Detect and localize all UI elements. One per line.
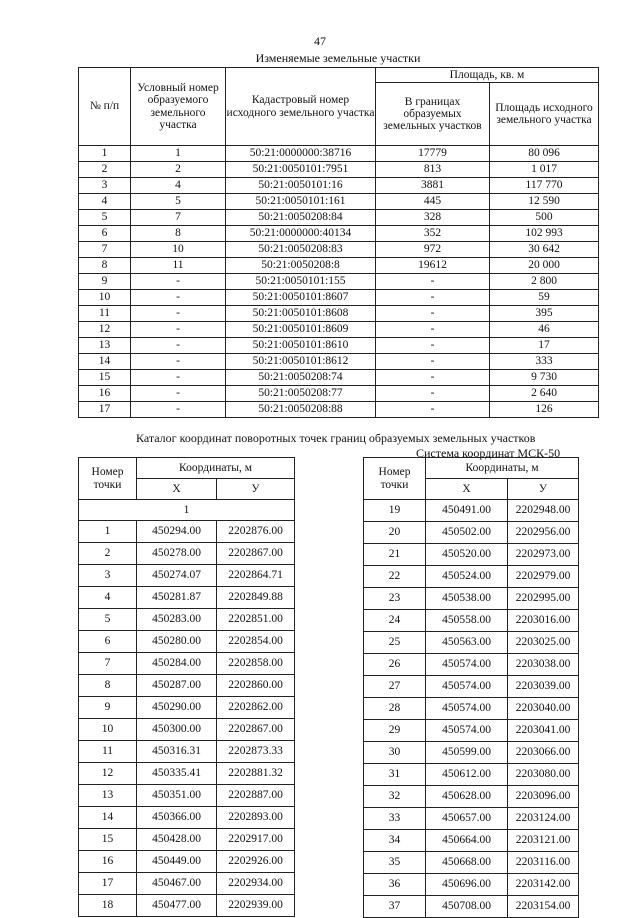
row-number-cell: 8 [79, 258, 131, 274]
y-coord-cell: 2203038.00 [508, 654, 579, 676]
cond-number-cell: - [131, 402, 226, 418]
table-row [79, 587, 295, 609]
table-row [364, 808, 579, 830]
table-row [79, 653, 295, 675]
point-number-cell: 35 [364, 852, 426, 874]
x-coord-cell: 450574.00 [426, 698, 508, 720]
row-number-cell: 11 [79, 306, 131, 322]
y-coord-cell: 2203025.00 [508, 632, 579, 654]
point-number-cell: 8 [79, 675, 137, 697]
y-coord-cell: 2203154.00 [508, 896, 579, 918]
area-in-bounds-cell: - [376, 322, 490, 338]
x-coord-cell: 450520.00 [426, 544, 508, 566]
header-y: У [508, 479, 579, 500]
header-coords: Координаты, м [426, 458, 579, 479]
table-row [79, 785, 295, 807]
x-coord-cell: 450428.00 [137, 829, 217, 851]
header-point: Номер точки [79, 458, 137, 500]
y-coord-cell: 2203080.00 [508, 764, 579, 786]
table-row [79, 274, 599, 290]
x-coord-cell: 450294.00 [137, 521, 217, 543]
x-coord-cell: 450574.00 [426, 676, 508, 698]
header-x: Х [426, 479, 508, 500]
row-number-cell: 7 [79, 242, 131, 258]
row-number-cell: 15 [79, 370, 131, 386]
point-number-cell: 34 [364, 830, 426, 852]
table-row [79, 386, 599, 402]
x-coord-cell: 450657.00 [426, 808, 508, 830]
y-coord-cell: 2203041.00 [508, 720, 579, 742]
point-number-cell: 20 [364, 522, 426, 544]
point-number-cell: 22 [364, 566, 426, 588]
point-number-cell: 5 [79, 609, 137, 631]
x-coord-cell: 450477.00 [137, 895, 217, 917]
header-y: У [217, 479, 295, 500]
x-coord-cell: 450300.00 [137, 719, 217, 741]
point-number-cell: 9 [79, 697, 137, 719]
x-coord-cell: 450449.00 [137, 851, 217, 873]
y-coord-cell: 2203016.00 [508, 610, 579, 632]
y-coord-cell: 2202867.00 [217, 543, 295, 565]
table-row [79, 807, 295, 829]
point-number-cell: 37 [364, 896, 426, 918]
table-row [79, 194, 599, 210]
table-row [79, 178, 599, 194]
y-coord-cell: 2202893.00 [217, 807, 295, 829]
x-coord-cell: 450563.00 [426, 632, 508, 654]
point-number-cell: 2 [79, 543, 137, 565]
table-row [79, 565, 295, 587]
y-coord-cell: 2202887.00 [217, 785, 295, 807]
table-row [79, 851, 295, 873]
x-coord-cell: 450524.00 [426, 566, 508, 588]
cond-number-cell: - [131, 370, 226, 386]
table-row [364, 786, 579, 808]
point-number-cell: 23 [364, 588, 426, 610]
cond-number-cell: - [131, 322, 226, 338]
x-coord-cell: 450274.07 [137, 565, 217, 587]
y-coord-cell: 2202854.00 [217, 631, 295, 653]
table-row [79, 226, 599, 242]
point-number-cell: 24 [364, 610, 426, 632]
x-coord-cell: 450366.00 [137, 807, 217, 829]
table-row [79, 543, 295, 565]
area-in-bounds-cell: 17779 [376, 146, 490, 162]
x-coord-cell: 450467.00 [137, 873, 217, 895]
area-source-cell: 9 730 [490, 370, 599, 386]
table-row [79, 763, 295, 785]
cadastral-number-cell: 50:21:0000000:40134 [226, 226, 376, 242]
y-coord-cell: 2203116.00 [508, 852, 579, 874]
x-coord-cell: 450696.00 [426, 874, 508, 896]
x-coord-cell: 450491.00 [426, 500, 508, 522]
cadastral-number-cell: 50:21:0050101:8607 [226, 290, 376, 306]
x-coord-cell: 450574.00 [426, 720, 508, 742]
point-number-cell: 30 [364, 742, 426, 764]
x-coord-cell: 450574.00 [426, 654, 508, 676]
table-row [364, 522, 579, 544]
row-number-cell: 5 [79, 210, 131, 226]
y-coord-cell: 2202851.00 [217, 609, 295, 631]
area-source-cell: 117 770 [490, 178, 599, 194]
cond-number-cell: - [131, 290, 226, 306]
point-number-cell: 21 [364, 544, 426, 566]
table-row [79, 741, 295, 763]
area-source-cell: 102 993 [490, 226, 599, 242]
area-source-cell: 17 [490, 338, 599, 354]
table-row [79, 675, 295, 697]
point-number-cell: 11 [79, 741, 137, 763]
table-row [79, 521, 295, 543]
x-coord-cell: 450558.00 [426, 610, 508, 632]
table-row [79, 322, 599, 338]
table-row [364, 896, 579, 918]
x-coord-cell: 450664.00 [426, 830, 508, 852]
point-number-cell: 4 [79, 587, 137, 609]
area-in-bounds-cell: - [376, 338, 490, 354]
table-row [364, 720, 579, 742]
area-source-cell: 59 [490, 290, 599, 306]
y-coord-cell: 2202860.00 [217, 675, 295, 697]
y-coord-cell: 2202979.00 [508, 566, 579, 588]
area-source-cell: 500 [490, 210, 599, 226]
area-in-bounds-cell: 972 [376, 242, 490, 258]
y-coord-cell: 2202939.00 [217, 895, 295, 917]
table-row [79, 258, 599, 274]
row-number-cell: 14 [79, 354, 131, 370]
cadastral-number-cell: 50:21:0050208:83 [226, 242, 376, 258]
row-number-cell: 13 [79, 338, 131, 354]
point-number-cell: 17 [79, 873, 137, 895]
area-in-bounds-cell: 352 [376, 226, 490, 242]
x-coord-cell: 450290.00 [137, 697, 217, 719]
area-source-cell: 333 [490, 354, 599, 370]
y-coord-cell: 2202867.00 [217, 719, 295, 741]
cond-number-cell: - [131, 354, 226, 370]
cadastral-number-cell: 50:21:0050101:8612 [226, 354, 376, 370]
x-coord-cell: 450281.87 [137, 587, 217, 609]
row-number-cell: 4 [79, 194, 131, 210]
y-coord-cell: 2202876.00 [217, 521, 295, 543]
point-number-cell: 27 [364, 676, 426, 698]
table-row [79, 338, 599, 354]
row-number-cell: 9 [79, 274, 131, 290]
point-number-cell: 32 [364, 786, 426, 808]
x-coord-cell: 450628.00 [426, 786, 508, 808]
table-row [364, 698, 579, 720]
y-coord-cell: 2202995.00 [508, 588, 579, 610]
x-coord-cell: 450283.00 [137, 609, 217, 631]
cadastral-number-cell: 50:21:0050101:8610 [226, 338, 376, 354]
y-coord-cell: 2202934.00 [217, 873, 295, 895]
y-coord-cell: 2202864.71 [217, 565, 295, 587]
table-row [79, 719, 295, 741]
x-coord-cell: 450335.41 [137, 763, 217, 785]
catalog-title: Каталог координат поворотных точек границ образуемых земельных участков [136, 431, 536, 445]
point-number-cell: 19 [364, 500, 426, 522]
y-coord-cell: 2202956.00 [508, 522, 579, 544]
row-number-cell: 12 [79, 322, 131, 338]
point-number-cell: 26 [364, 654, 426, 676]
area-in-bounds-cell: - [376, 370, 490, 386]
table-row [79, 873, 295, 895]
area-source-cell: 126 [490, 402, 599, 418]
point-number-cell: 7 [79, 653, 137, 675]
cadastral-number-cell: 50:21:0050208:84 [226, 210, 376, 226]
x-coord-cell: 450316.31 [137, 741, 217, 763]
point-number-cell: 29 [364, 720, 426, 742]
header-cond-number: Условный номер образуемого земельного участка [131, 68, 226, 146]
cond-number-cell: - [131, 338, 226, 354]
table-row [79, 895, 295, 917]
cadastral-number-cell: 50:21:0050101:8609 [226, 322, 376, 338]
table1-title: Изменяемые земельные участки [255, 51, 421, 65]
cadastral-number-cell: 50:21:0050101:161 [226, 194, 376, 210]
table-row [79, 697, 295, 719]
cadastral-number-cell: 50:21:0050101:16 [226, 178, 376, 194]
table-row [364, 632, 579, 654]
cadastral-number-cell: 50:21:0050101:155 [226, 274, 376, 290]
coords-table-left [78, 457, 295, 917]
area-in-bounds-cell: 19612 [376, 258, 490, 274]
table-row [79, 402, 599, 418]
header-point: Номер точки [364, 458, 426, 500]
cadastral-number-cell: 50:21:0050208:88 [226, 402, 376, 418]
row-number-cell: 3 [79, 178, 131, 194]
y-coord-cell: 2202849.88 [217, 587, 295, 609]
x-coord-cell: 450284.00 [137, 653, 217, 675]
table-row [364, 610, 579, 632]
area-source-cell: 395 [490, 306, 599, 322]
x-coord-cell: 450538.00 [426, 588, 508, 610]
table-row [79, 370, 599, 386]
row-number-cell: 2 [79, 162, 131, 178]
x-coord-cell: 450351.00 [137, 785, 217, 807]
table-row [364, 742, 579, 764]
y-coord-cell: 2203039.00 [508, 676, 579, 698]
table-row [79, 146, 599, 162]
x-coord-cell: 450287.00 [137, 675, 217, 697]
point-number-cell: 6 [79, 631, 137, 653]
table-row [364, 566, 579, 588]
table-row [364, 830, 579, 852]
cadastral-number-cell: 50:21:0050208:77 [226, 386, 376, 402]
area-source-cell: 46 [490, 322, 599, 338]
area-in-bounds-cell: - [376, 354, 490, 370]
y-coord-cell: 2202862.00 [217, 697, 295, 719]
cond-number-cell: 10 [131, 242, 226, 258]
point-number-cell: 13 [79, 785, 137, 807]
cadastral-number-cell: 50:21:0050208:8 [226, 258, 376, 274]
y-coord-cell: 2202858.00 [217, 653, 295, 675]
point-number-cell: 31 [364, 764, 426, 786]
area-in-bounds-cell: - [376, 274, 490, 290]
area-in-bounds-cell: - [376, 290, 490, 306]
area-source-cell: 80 096 [490, 146, 599, 162]
header-area: Площадь, кв. м [376, 68, 599, 83]
cond-number-cell: 8 [131, 226, 226, 242]
area-source-cell: 20 000 [490, 258, 599, 274]
point-number-cell: 25 [364, 632, 426, 654]
header-num: № п/п [79, 68, 131, 146]
area-source-cell: 2 800 [490, 274, 599, 290]
page-number: 47 [314, 34, 326, 48]
table-row [364, 588, 579, 610]
table-row [364, 676, 579, 698]
cond-number-cell: 5 [131, 194, 226, 210]
y-coord-cell: 2203142.00 [508, 874, 579, 896]
x-coord-cell: 450708.00 [426, 896, 508, 918]
table-row [79, 354, 599, 370]
header-cadastral-number: Кадастровый номер исходного земельного участка [226, 68, 376, 146]
coords-table-right [363, 457, 579, 918]
table-row [364, 852, 579, 874]
area-source-cell: 30 642 [490, 242, 599, 258]
row-number-cell: 10 [79, 290, 131, 306]
cadastral-number-cell: 50:21:0000000:38716 [226, 146, 376, 162]
area-in-bounds-cell: 3881 [376, 178, 490, 194]
table-row [79, 162, 599, 178]
coordinate-system: Система координат МСК-50 [416, 446, 561, 460]
y-coord-cell: 2202917.00 [217, 829, 295, 851]
header-coords: Координаты, м [137, 458, 295, 479]
row-number-cell: 17 [79, 402, 131, 418]
area-in-bounds-cell: - [376, 386, 490, 402]
area-source-cell: 12 590 [490, 194, 599, 210]
area-in-bounds-cell: - [376, 402, 490, 418]
y-coord-cell: 2203066.00 [508, 742, 579, 764]
table-row [364, 764, 579, 786]
x-coord-cell: 450599.00 [426, 742, 508, 764]
table-row [79, 306, 599, 322]
table-row [79, 210, 599, 226]
point-number-cell: 36 [364, 874, 426, 896]
cadastral-number-cell: 50:21:0050101:8608 [226, 306, 376, 322]
x-coord-cell: 450280.00 [137, 631, 217, 653]
point-number-cell: 10 [79, 719, 137, 741]
table-row [79, 631, 295, 653]
point-number-cell: 1 [79, 521, 137, 543]
header-area-source: Площадь исходного земельного участка [490, 83, 599, 146]
cond-number-cell: 11 [131, 258, 226, 274]
header-x: Х [137, 479, 217, 500]
point-number-cell: 16 [79, 851, 137, 873]
point-number-cell: 12 [79, 763, 137, 785]
cond-number-cell: - [131, 306, 226, 322]
point-number-cell: 18 [79, 895, 137, 917]
y-coord-cell: 2203096.00 [508, 786, 579, 808]
table-row [364, 500, 579, 522]
y-coord-cell: 2202873.33 [217, 741, 295, 763]
table-row [79, 242, 599, 258]
point-number-cell: 33 [364, 808, 426, 830]
table-row [364, 654, 579, 676]
x-coord-cell: 450612.00 [426, 764, 508, 786]
area-in-bounds-cell: - [376, 306, 490, 322]
area-in-bounds-cell: 445 [376, 194, 490, 210]
area-in-bounds-cell: 328 [376, 210, 490, 226]
x-coord-cell: 450502.00 [426, 522, 508, 544]
y-coord-cell: 2203124.00 [508, 808, 579, 830]
x-coord-cell: 450278.00 [137, 543, 217, 565]
x-coord-cell: 450668.00 [426, 852, 508, 874]
cadastral-number-cell: 50:21:0050101:7951 [226, 162, 376, 178]
cond-number-cell: 1 [131, 146, 226, 162]
row-number-cell: 1 [79, 146, 131, 162]
cond-number-cell: 2 [131, 162, 226, 178]
point-number-cell: 28 [364, 698, 426, 720]
row-number-cell: 6 [79, 226, 131, 242]
cond-number-cell: - [131, 386, 226, 402]
y-coord-cell: 2203040.00 [508, 698, 579, 720]
header-area-in-bounds: В границах образуемых земельных участков [376, 83, 490, 146]
y-coord-cell: 2202948.00 [508, 500, 579, 522]
cond-number-cell: - [131, 274, 226, 290]
y-coord-cell: 2202973.00 [508, 544, 579, 566]
table-row [79, 609, 295, 631]
area-source-cell: 1 017 [490, 162, 599, 178]
cadastral-number-cell: 50:21:0050208:74 [226, 370, 376, 386]
point-number-cell: 14 [79, 807, 137, 829]
y-coord-cell: 2203121.00 [508, 830, 579, 852]
cond-number-cell: 7 [131, 210, 226, 226]
y-coord-cell: 2202926.00 [217, 851, 295, 873]
area-in-bounds-cell: 813 [376, 162, 490, 178]
row-number-cell: 16 [79, 386, 131, 402]
table-row [79, 829, 295, 851]
y-coord-cell: 2202881.32 [217, 763, 295, 785]
point-number-cell: 15 [79, 829, 137, 851]
parcel-label: 1 [79, 500, 295, 521]
cond-number-cell: 4 [131, 178, 226, 194]
point-number-cell: 3 [79, 565, 137, 587]
table-row [364, 544, 579, 566]
area-source-cell: 2 640 [490, 386, 599, 402]
changed-parcels-table [78, 67, 599, 418]
table-row [364, 874, 579, 896]
table-row [79, 290, 599, 306]
